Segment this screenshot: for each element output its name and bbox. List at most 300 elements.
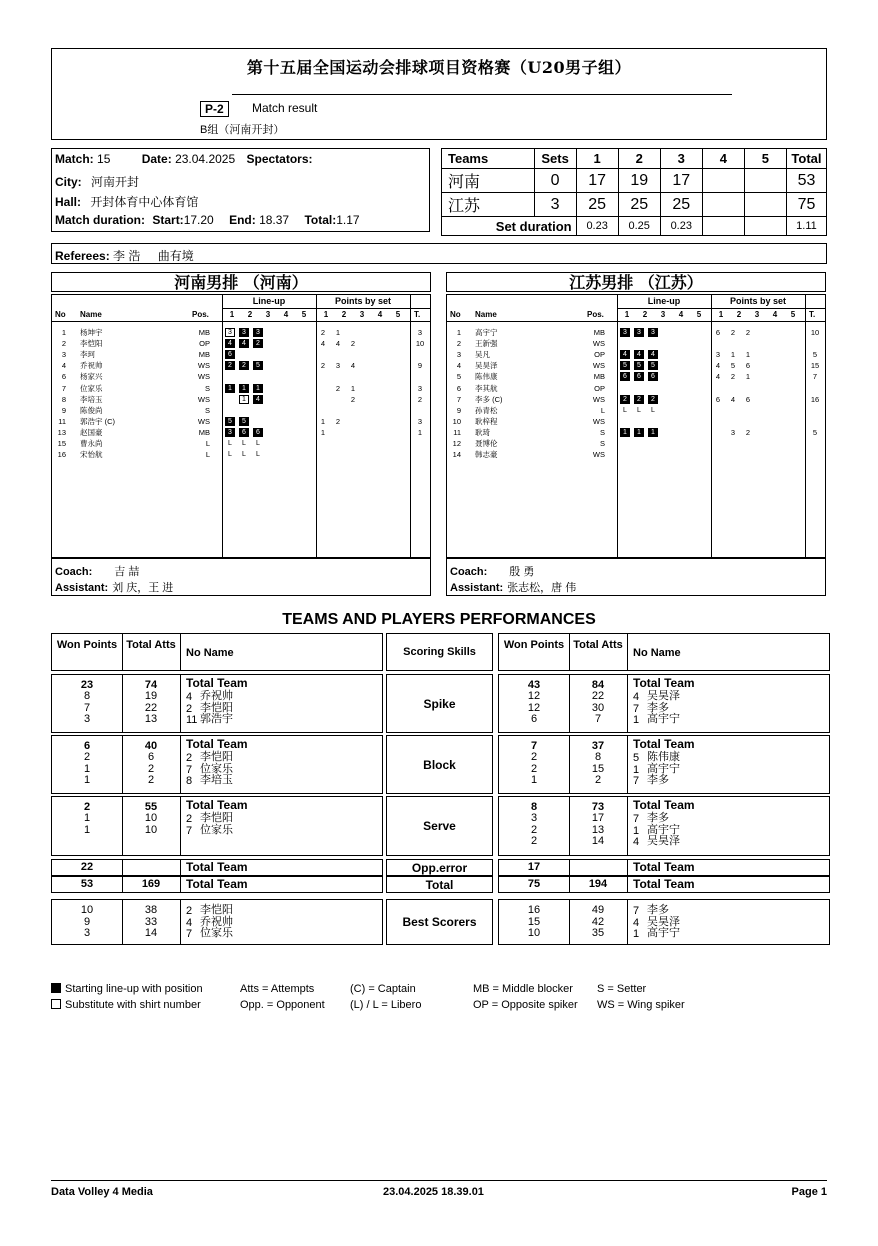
player-atts: 8: [594, 751, 602, 763]
player-won-points: 12: [527, 701, 541, 714]
player-total: 10: [415, 339, 425, 349]
score-header-row: [442, 149, 827, 169]
player-number: 2: [61, 339, 66, 349]
won-points-total: 22: [80, 861, 94, 873]
set-duration: 0.25: [618, 217, 660, 236]
player-won-points: 3: [530, 812, 538, 824]
player-name: 李培玉: [200, 774, 233, 786]
set-duration: 0.23: [576, 217, 618, 236]
best-player-number: 4: [186, 916, 193, 929]
best-atts: 42: [591, 915, 605, 928]
won-points-total: 53: [80, 878, 94, 890]
best-player-name: 乔祝帅: [200, 915, 233, 928]
player-number: 3: [61, 350, 66, 360]
team-panel-away: [446, 272, 826, 596]
set-score: 25: [660, 193, 702, 217]
set-score: [702, 169, 744, 193]
perf-block: [51, 633, 383, 671]
lineup-marker: 4: [648, 350, 658, 359]
lineup-marker: L: [228, 440, 232, 447]
competition-title: 第十五届全国运动会排球项目资格赛（U20男子组）: [246, 58, 632, 77]
player-position: MB: [593, 328, 605, 337]
lineup-marker: 5: [620, 361, 630, 370]
coach-label: Coach:: [55, 566, 93, 578]
won-points-total: 7: [530, 740, 538, 752]
lineup-marker: 6: [225, 350, 235, 359]
set-points: 3: [335, 361, 341, 371]
report-header: [51, 48, 827, 140]
player-atts: 22: [144, 701, 158, 714]
city-label: City:: [55, 175, 82, 189]
perf-col-divider: [627, 736, 628, 793]
player-name: 李恺阳: [80, 339, 103, 349]
set-score: 17: [660, 169, 702, 193]
player-won-points: 1: [83, 823, 91, 836]
player-name: 李多: [647, 812, 669, 824]
player-won-points: 12: [527, 690, 541, 702]
set-duration-row: [442, 217, 827, 236]
player-atts: 19: [144, 690, 158, 702]
set-score: 25: [618, 193, 660, 217]
hall-value: 开封体育中心体育馆: [90, 195, 199, 209]
player-name: 宋怡航: [80, 450, 103, 460]
player-name: 高宇宁: [647, 823, 680, 836]
score-row-home: [442, 169, 827, 193]
player-position: OP: [594, 383, 605, 393]
set-points: 2: [745, 328, 751, 337]
set-points: 1: [745, 372, 751, 382]
total-team-label: Total Team: [186, 798, 248, 812]
player-position: WS: [592, 394, 605, 404]
points-set-header: 5: [395, 310, 401, 319]
player-position: WS: [592, 339, 605, 349]
player-row: [52, 349, 430, 360]
player-position: S: [599, 439, 605, 448]
player-position: WS: [197, 372, 210, 382]
player-name: 李珂: [80, 350, 95, 360]
player-total: 7: [812, 372, 818, 382]
set-points: 4: [715, 361, 721, 371]
player-atts: 2: [594, 774, 602, 786]
lineup-marker: 6: [634, 372, 644, 381]
perf-col-divider: [180, 736, 181, 793]
player-atts: 6: [147, 751, 155, 763]
player-position: L: [205, 450, 210, 460]
total-team-label: Total Team: [633, 798, 695, 812]
lineup-marker: 3: [648, 328, 658, 337]
player-won-points: 2: [530, 762, 538, 775]
player-number: 1: [633, 714, 640, 726]
col-pos-header: Pos.: [587, 310, 604, 319]
player-row: [447, 349, 825, 360]
city-value: 河南开封: [91, 175, 140, 189]
best-atts: 38: [144, 904, 158, 916]
total-team-label: Total Team: [633, 877, 695, 891]
no-name-header: No Name: [633, 647, 681, 659]
player-total: 1: [417, 427, 423, 437]
total-team-label: Total Team: [633, 676, 695, 690]
player-number: 7: [456, 394, 461, 404]
coach-line: [55, 563, 139, 579]
lineup-marker: 1: [239, 395, 249, 404]
match-number: 15: [97, 152, 111, 166]
player-position: WS: [197, 361, 210, 371]
player-atts: 30: [591, 701, 605, 714]
player-name: 李多: [647, 701, 669, 714]
lineup-marker: 2: [225, 361, 235, 370]
starting-lineup-icon: [51, 983, 61, 993]
player-name: 位家乐: [200, 762, 233, 775]
player-atts: 14: [591, 835, 605, 847]
won-points-total: 6: [83, 740, 91, 752]
player-number: 1: [633, 763, 640, 776]
total-score: 75: [786, 193, 826, 217]
player-position: L: [600, 405, 605, 415]
skill-label: Total: [386, 876, 493, 893]
lineup-marker: 5: [253, 361, 263, 370]
perf-block: [51, 735, 383, 794]
total-team-label: Total Team: [633, 737, 695, 751]
score-header-cell: Sets: [534, 149, 576, 169]
set-points: 2: [730, 328, 736, 337]
player-row: [447, 327, 825, 338]
lineup-marker: L: [651, 406, 655, 414]
won-points-total: 17: [527, 861, 541, 873]
perf-block: [498, 796, 830, 856]
total-team-label: Total Team: [633, 860, 695, 874]
player-name: 李培玉: [80, 394, 103, 404]
player-row: [447, 394, 825, 405]
player-row: [447, 438, 825, 449]
set-points: 5: [730, 361, 736, 371]
player-position: OP: [199, 339, 210, 349]
player-name: 耿琦: [475, 427, 490, 437]
won-points-total: 8: [530, 801, 538, 813]
lineup-marker: 2: [253, 339, 263, 348]
col-no-header: No: [55, 310, 66, 319]
player-name: 李多 (C): [475, 394, 503, 404]
perf-col-divider: [627, 675, 628, 732]
lineup-marker: L: [242, 451, 246, 459]
player-number: 16: [57, 450, 66, 460]
points-by-set-header: Points by set: [729, 296, 786, 306]
lineup-marker: 1: [239, 384, 249, 393]
lineup-header: Line-up: [647, 296, 681, 306]
sets-won: 3: [534, 193, 576, 217]
skill-label: Spike: [386, 674, 493, 733]
header-divider: [447, 321, 825, 322]
legend-mb: MB = Middle blocker: [473, 983, 573, 995]
player-row: [52, 338, 430, 349]
player-row: [52, 427, 430, 438]
perf-col-divider: [180, 900, 181, 944]
player-name: 赵国豪: [80, 427, 103, 437]
sets-won: 0: [534, 169, 576, 193]
team-panel-home: [51, 272, 431, 596]
spectators-label: Spectators:: [246, 152, 313, 166]
player-position: MB: [198, 328, 210, 337]
player-position: MB: [593, 372, 605, 382]
legend-captain: (C) = Captain: [350, 983, 416, 995]
date-label: Date:: [141, 152, 172, 166]
best-player-number: 7: [633, 905, 640, 917]
skill-label: Best Scorers: [386, 899, 493, 945]
player-number: 6: [61, 372, 66, 382]
team-roster-box: [51, 294, 431, 558]
perf-col-divider: [569, 860, 570, 875]
best-player-number: 1: [633, 928, 640, 940]
player-position: WS: [592, 450, 605, 460]
player-name: 陈伟康: [475, 372, 498, 382]
set-points: 4: [320, 339, 326, 349]
player-won-points: 1: [83, 812, 91, 824]
won-points-total: 43: [527, 679, 541, 691]
player-name: 吴昊泽: [647, 835, 680, 847]
lineup-marker: 4: [239, 339, 249, 348]
lineup-marker: 6: [239, 428, 249, 437]
player-number: 2: [186, 702, 193, 715]
col-total-header: T.: [414, 310, 421, 319]
lineup-set-header: 2: [642, 310, 648, 319]
player-name: 乔祝帅: [80, 361, 103, 371]
legend-s: S = Setter: [597, 983, 647, 995]
player-name: 乔祝帅: [200, 690, 233, 702]
set-points: 1: [350, 383, 356, 393]
skill-label: Block: [386, 735, 493, 794]
player-row: [447, 371, 825, 382]
lineup-marker: 5: [648, 361, 658, 370]
end-time: 18.37: [259, 213, 290, 227]
legend-sub: Substitute with shirt number: [65, 999, 201, 1011]
player-number: 7: [633, 813, 640, 825]
set-points: 2: [745, 427, 751, 437]
lineup-marker: L: [228, 451, 232, 459]
best-won-points: 10: [527, 927, 541, 939]
player-name: 李恺阳: [200, 751, 233, 763]
atts-total: 194: [588, 878, 608, 890]
player-name: 高宇宁: [475, 328, 498, 337]
player-name: 李恺阳: [200, 812, 233, 824]
player-number: 6: [456, 383, 461, 393]
player-atts: 10: [144, 823, 158, 836]
lineup-marker: 5: [239, 417, 249, 426]
player-number: 8: [186, 775, 193, 787]
player-number: 4: [186, 691, 193, 703]
assistant-label: Assistant:: [55, 582, 109, 594]
player-name: 王新强: [475, 339, 498, 349]
lineup-header: Line-up: [252, 296, 286, 306]
perf-block: [498, 633, 830, 671]
lineup-marker: 5: [634, 361, 644, 370]
player-number: 2: [456, 339, 461, 349]
perf-col-divider: [627, 860, 628, 875]
footer-divider: [51, 1180, 827, 1181]
set-points: 2: [350, 339, 356, 349]
player-total: 3: [417, 328, 423, 337]
player-total: 15: [810, 361, 820, 371]
perf-block: [498, 674, 830, 733]
perf-col-divider: [180, 797, 181, 855]
player-row: [447, 405, 825, 416]
scoring-skills-header: Scoring Skills: [386, 633, 493, 671]
player-number: 5: [456, 372, 461, 382]
perf-col-divider: [627, 634, 628, 670]
lineup-set-header: 5: [301, 310, 307, 319]
player-total: 16: [810, 394, 820, 404]
lineup-marker: L: [623, 406, 627, 414]
perf-col-divider: [627, 900, 628, 944]
atts-total: 74: [144, 679, 158, 691]
atts-total: 55: [144, 801, 158, 813]
perf-col-divider: [180, 675, 181, 732]
report-code: P-2: [200, 101, 229, 117]
player-atts: 2: [147, 762, 155, 775]
total-atts-header: Total Atts: [573, 639, 623, 651]
lineup-set-header: 1: [624, 310, 630, 319]
set-points: 1: [320, 427, 326, 437]
set-points: 6: [715, 328, 721, 337]
player-row: [447, 360, 825, 371]
lineup-marker: 2: [648, 395, 658, 404]
perf-block: [51, 876, 383, 893]
player-name: 李其航: [475, 383, 498, 393]
set-points: 1: [320, 416, 326, 426]
set-score: 25: [576, 193, 618, 217]
score-header-cell: Teams: [442, 149, 535, 169]
perf-block: [51, 859, 383, 876]
hall-label: Hall:: [55, 195, 82, 209]
player-name: 韩志豪: [475, 450, 498, 460]
lineup-set-header: 3: [660, 310, 666, 319]
player-name: 郭浩宇: [200, 713, 233, 725]
points-set-header: 5: [790, 310, 796, 319]
player-name: 耿梓程: [475, 416, 498, 426]
player-name: 吴昊泽: [475, 361, 498, 371]
best-won-points: 10: [80, 904, 94, 916]
lineup-marker: 2: [239, 361, 249, 370]
total-team-label: Total Team: [186, 676, 248, 690]
score-header-cell: 2: [618, 149, 660, 169]
player-number: 11: [453, 427, 461, 437]
set-points: 2: [320, 361, 326, 371]
legend-opp: Opp. = Opponent: [240, 999, 325, 1011]
lineup-marker: 3: [620, 328, 630, 337]
atts-total: 40: [144, 740, 158, 752]
player-number: 11: [186, 714, 198, 726]
legend-libero: (L) / L = Libero: [350, 999, 422, 1011]
col-name-header: Name: [80, 310, 102, 319]
set-score: [702, 193, 744, 217]
player-number: 1: [633, 824, 640, 837]
lineup-marker: 4: [620, 350, 630, 359]
duration-label: Match duration:: [55, 213, 145, 227]
player-atts: 2: [147, 774, 155, 786]
player-row: [52, 371, 430, 382]
perf-block: [498, 735, 830, 794]
referee-1: 李 浩: [113, 249, 141, 263]
best-player-number: 7: [186, 928, 193, 940]
match-date: 23.04.2025: [175, 152, 236, 166]
player-total: 3: [417, 416, 423, 426]
player-atts: 7: [594, 713, 602, 725]
lineup-marker: 1: [648, 428, 658, 437]
match-label: Match:: [55, 152, 94, 166]
set-points: 2: [730, 372, 736, 382]
player-number: 8: [61, 394, 66, 404]
player-number: 9: [61, 405, 66, 415]
start-label: Start:: [152, 213, 184, 227]
set-score: [744, 169, 786, 193]
total-team-label: Total Team: [186, 737, 248, 751]
player-row: [52, 438, 430, 449]
perf-block: [51, 674, 383, 733]
player-number: 11: [58, 416, 66, 426]
perf-block: [51, 796, 383, 856]
atts-total: 37: [591, 740, 605, 752]
no-name-header: No Name: [186, 647, 234, 659]
player-position: WS: [592, 361, 605, 371]
player-total: 9: [417, 361, 423, 371]
player-won-points: 1: [83, 774, 91, 786]
set-duration-label: Set duration: [442, 217, 577, 236]
total-atts-header: Total Atts: [126, 639, 176, 651]
total-team-label: Total Team: [186, 860, 248, 874]
player-position: L: [205, 439, 210, 448]
player-row: [52, 405, 430, 416]
assistant-label: Assistant:: [450, 582, 504, 594]
perf-col-divider: [180, 877, 181, 892]
player-number: 4: [633, 836, 640, 848]
lineup-marker: 6: [620, 372, 630, 381]
set-points: 6: [715, 394, 721, 404]
player-row: [52, 360, 430, 371]
points-set-header: 4: [772, 310, 778, 319]
set-points: 1: [730, 350, 736, 360]
legend-ws: WS = Wing spiker: [597, 999, 685, 1011]
won-points-header: Won Points: [503, 639, 565, 651]
set-score: 19: [618, 169, 660, 193]
referee-2: 曲有境: [157, 249, 194, 263]
atts-total: 169: [141, 878, 161, 890]
player-atts: 13: [144, 713, 158, 725]
footer-page: Page 1: [791, 1186, 827, 1198]
player-number: 7: [633, 775, 640, 787]
player-name: 郭浩宇 (C): [80, 416, 115, 426]
player-number: 7: [186, 763, 193, 776]
lineup-marker: 3: [225, 428, 235, 437]
perf-col-divider: [180, 634, 181, 670]
player-won-points: 2: [530, 823, 538, 836]
player-row: [447, 416, 825, 427]
player-position: OP: [594, 350, 605, 360]
player-position: MB: [198, 350, 210, 360]
coach-box: [51, 558, 431, 596]
player-atts: 13: [591, 823, 605, 836]
player-total: 10: [810, 328, 820, 337]
atts-total: 84: [591, 679, 605, 691]
player-won-points: 2: [530, 835, 538, 847]
team-roster-box: [446, 294, 826, 558]
player-name: 聂博伦: [475, 439, 498, 448]
perf-block: [498, 899, 830, 945]
set-points: 4: [730, 394, 736, 404]
player-row: [447, 449, 825, 460]
set-score: [744, 193, 786, 217]
player-number: 4: [633, 691, 640, 703]
player-number: 1: [456, 328, 461, 337]
header-divider: [52, 321, 430, 322]
lineup-marker: 1: [634, 428, 644, 437]
